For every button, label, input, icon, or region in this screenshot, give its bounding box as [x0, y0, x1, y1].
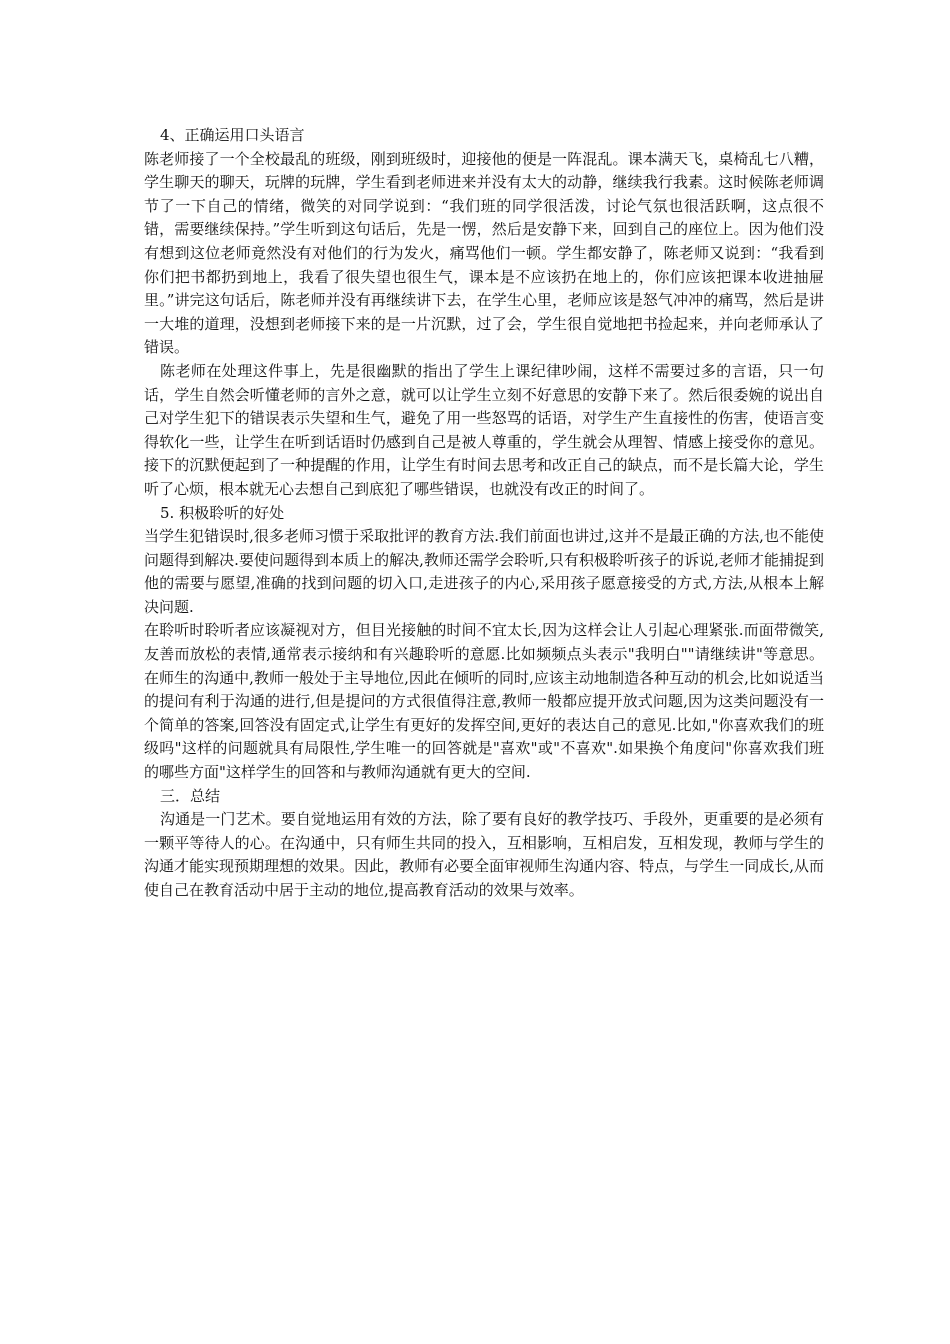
paragraph: 沟通是一门艺术。要自觉地运用有效的方法，除了要有良好的教学技巧、手段外，更重要的是必须有一颗平等待人的心。在沟通中，只有师生共同的投入，互相影响，互相启发，互相发现，教师与学生的沟通才能实现预期理想的效果。因此，教师有必要全面审视师生沟通内容、特点，与学生一同成长,从而使自己在教育活动中居于主动的地位,提高教育活动的效果与效率。: [144, 810, 824, 899]
section-heading-5: 5. 积极聆听的好处: [160, 503, 285, 522]
paragraph: 陈老师接了一个全校最乱的班级，刚到班级时，迎接他的便是一阵混乱。课本满天飞，桌椅乱七八糟，学生聊天的聊天，玩牌的玩牌，学生看到老师进来并没有太大的动静，继续我行我素。这时候陈老师调节了一下自己的情绪，微笑的对同学说到：“我们班的同学很活泼，讨论气氛也很活跃啊，这点很不错，需要继续保持。”学生听到这句话后，先是一愣，然后是安静下来，回到自己的座位上。因为他们没有想到这位老师竟然没有对他们的行为发火，痛骂他们一顿。学生都安静了，陈老师又说到：“我看到你们把书都扔到地上，我看了很失望也很生气，课本是不应该扔在地上的，你们应该把课本收进抽屉里。”讲完这句话后，陈老师并没有再继续讲下去，在学生心里，老师应该是怒气冲冲的痛骂，然后是讲一大堆的道理，没想到老师接下来的是一片沉默，过了会，学生很自觉地把书捡起来，并向老师承认了错误。: [144, 149, 824, 357]
document-page: [144, 124, 824, 903]
section-heading-4: 4、正确运用口头语言: [160, 126, 305, 144]
paragraph: 在聆听时聆听者应该凝视对方，但目光接触的时间不宜太长,因为这样会让人引起心理紧张.而面带微笑,友善而放松的表情,通常表示接纳和有兴趣聆听的意愿.比如频频点头表示"我明白""请继续讲"等意思。在师生的沟通中,教师一般处于主导地位,因此在倾听的同时,应该主动地制造各种互动的机会,比如说适当的提问有利于沟通的进行,但是提问的方式很值得注意,教师一般都应提开放式问题,因为这类问题没有一个简单的答案,回答没有固定式,让学生有更好的发挥空间,更好的表达自己的意见.比如,"你喜欢我们的班级吗"这样的问题就具有局限性,学生唯一的回答就是"喜欢"或"不喜欢".如果换个角度问"你喜欢我们班的哪些方面"这样学生的回答和与教师沟通就有更大的空间.: [144, 621, 824, 782]
section-heading-summary: 三．总结: [160, 786, 221, 805]
paragraph: 陈老师在处理这件事上，先是很幽默的指出了学生上课纪律吵闹，这样不需要过多的言语，只一句话，学生自然会听懂老师的言外之意，就可以让学生立刻不好意思的安静下来了。然后很委婉的说出自己对学生犯下的错误表示失望和生气，避免了用一些怒骂的话语，对学生产生直接性的伤害，使语言变得软化一些，让学生在听到话语时仍感到自己是被人尊重的，学生就会从理智、情感上接受你的意见。接下的沉默便起到了一种提醒的作用，让学生有时间去思考和改正自己的缺点，而不是长篇大论，学生听了心烦，根本就无心去想自己到底犯了哪些错误，也就没有改正的时间了。: [144, 361, 824, 498]
paragraph: 当学生犯错误时,很多老师习惯于采取批评的教育方法.我们前面也讲过,这并不是最正确的方法,也不能使问题得到解决.要使问题得到本质上的解决,教师还需学会聆听,只有积极聆听孩子的诉说,老师才能捕捉到他的需要与愿望,准确的找到问题的切入口,走进孩子的内心,采用孩子愿意接受的方式,方法,从根本上解决问题.: [144, 527, 824, 616]
